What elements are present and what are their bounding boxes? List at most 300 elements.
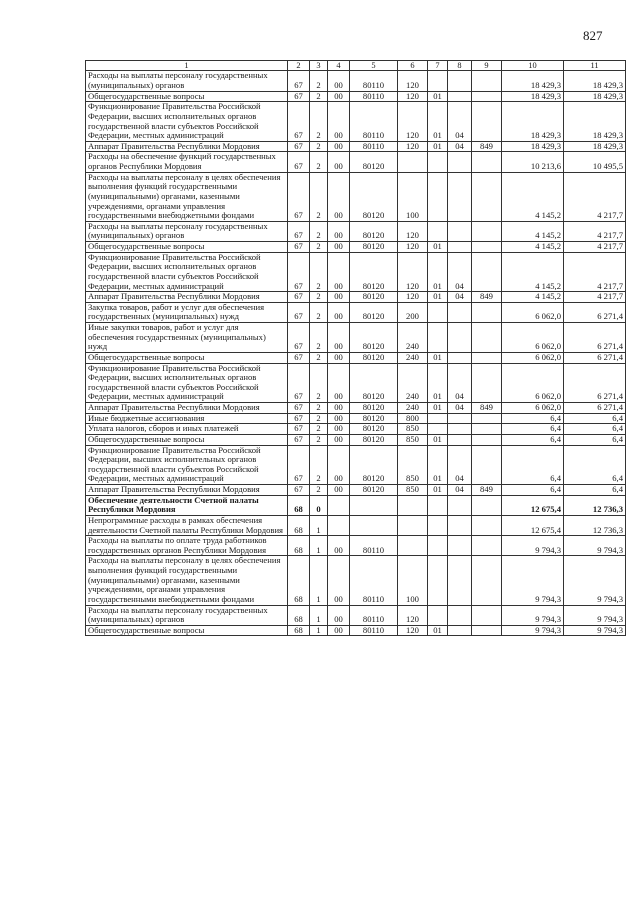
code-cell <box>448 172 472 221</box>
amount-cell: 6,4 <box>502 424 564 435</box>
code-cell: 120 <box>398 71 428 91</box>
column-header: 10 <box>502 61 564 71</box>
code-cell <box>448 152 472 172</box>
column-header: 3 <box>310 61 328 71</box>
code-cell: 2 <box>310 434 328 445</box>
amount-cell: 6,4 <box>564 424 626 435</box>
code-cell: 2 <box>310 71 328 91</box>
amount-cell: 18 429,3 <box>564 141 626 152</box>
row-name-cell: Иные закупки товаров, работ и услуг для обеспечения государственных (муниципальных) нужд <box>86 323 288 353</box>
amount-cell: 18 429,3 <box>564 102 626 142</box>
amount-cell: 4 217,7 <box>564 292 626 303</box>
code-cell: 80120 <box>350 323 398 353</box>
code-cell: 120 <box>398 102 428 142</box>
code-cell <box>472 242 502 253</box>
row-name-cell: Функционирование Правительства Российской Федерации, высших исполнительных органов государственной власти субъектов Российской Федерации, местных администраций <box>86 252 288 292</box>
code-cell: 80110 <box>350 556 398 605</box>
amount-cell: 12 675,4 <box>502 515 564 535</box>
code-cell: 01 <box>428 252 448 292</box>
amount-cell: 6,4 <box>502 434 564 445</box>
code-cell: 00 <box>328 556 350 605</box>
code-cell: 80120 <box>350 403 398 414</box>
row-name-cell: Аппарат Правительства Республики Мордовия <box>86 403 288 414</box>
code-cell: 04 <box>448 252 472 292</box>
code-cell <box>448 495 472 515</box>
code-cell: 2 <box>310 91 328 102</box>
amount-cell: 9 794,3 <box>502 605 564 625</box>
table-row <box>86 605 626 625</box>
code-cell <box>428 152 448 172</box>
code-cell: 68 <box>288 625 310 636</box>
table-row <box>86 252 626 292</box>
code-cell <box>448 242 472 253</box>
table-header-row <box>86 61 626 71</box>
code-cell <box>328 495 350 515</box>
amount-cell: 9 794,3 <box>502 625 564 636</box>
code-cell: 00 <box>328 445 350 485</box>
row-name-cell: Расходы на выплаты по оплате труда работников государственных органов Республики Мордовия <box>86 536 288 556</box>
code-cell: 01 <box>428 485 448 496</box>
code-cell: 67 <box>288 141 310 152</box>
code-cell: 00 <box>328 292 350 303</box>
code-cell: 80120 <box>350 252 398 292</box>
code-cell: 2 <box>310 302 328 322</box>
amount-cell: 4 145,2 <box>502 252 564 292</box>
code-cell: 80120 <box>350 172 398 221</box>
code-cell: 00 <box>328 302 350 322</box>
amount-cell: 6,4 <box>564 434 626 445</box>
code-cell: 80110 <box>350 91 398 102</box>
table-row <box>86 221 626 241</box>
page-number: 827 <box>583 28 603 43</box>
amount-cell: 6,4 <box>502 413 564 424</box>
amount-cell: 6 271,4 <box>564 403 626 414</box>
code-cell: 240 <box>398 363 428 403</box>
amount-cell: 6 062,0 <box>502 302 564 322</box>
code-cell: 04 <box>448 141 472 152</box>
table-row <box>86 302 626 322</box>
code-cell <box>472 434 502 445</box>
code-cell <box>472 352 502 363</box>
column-header: 1 <box>86 61 288 71</box>
amount-cell: 6 062,0 <box>502 403 564 414</box>
code-cell <box>398 536 428 556</box>
code-cell: 01 <box>428 434 448 445</box>
code-cell: 100 <box>398 556 428 605</box>
code-cell <box>398 495 428 515</box>
code-cell: 850 <box>398 434 428 445</box>
code-cell: 67 <box>288 302 310 322</box>
row-name-cell: Расходы на выплаты персоналу в целях обеспечения выполнения функций государственными (муниципальными) органами, казенными учреждениями, органами управления государственными внебюджетными фондами <box>86 556 288 605</box>
code-cell: 04 <box>448 403 472 414</box>
code-cell: 2 <box>310 413 328 424</box>
code-cell: 00 <box>328 413 350 424</box>
code-cell: 00 <box>328 625 350 636</box>
row-name-cell: Обеспечение деятельности Счетной палаты Республики Мордовия <box>86 495 288 515</box>
code-cell: 67 <box>288 242 310 253</box>
amount-cell: 12 736,3 <box>564 515 626 535</box>
code-cell <box>448 302 472 322</box>
code-cell: 80120 <box>350 485 398 496</box>
code-cell: 00 <box>328 71 350 91</box>
code-cell <box>350 515 398 535</box>
code-cell <box>472 152 502 172</box>
code-cell: 2 <box>310 172 328 221</box>
code-cell: 120 <box>398 625 428 636</box>
code-cell <box>472 536 502 556</box>
code-cell <box>428 302 448 322</box>
amount-cell: 6,4 <box>502 485 564 496</box>
code-cell: 67 <box>288 485 310 496</box>
code-cell: 80120 <box>350 292 398 303</box>
code-cell: 240 <box>398 352 428 363</box>
code-cell: 00 <box>328 323 350 353</box>
code-cell: 2 <box>310 403 328 414</box>
code-cell: 01 <box>428 91 448 102</box>
code-cell: 1 <box>310 556 328 605</box>
column-header: 8 <box>448 61 472 71</box>
table-row <box>86 495 626 515</box>
amount-cell: 9 794,3 <box>502 536 564 556</box>
code-cell: 80120 <box>350 445 398 485</box>
code-cell: 68 <box>288 605 310 625</box>
amount-cell: 6 062,0 <box>502 352 564 363</box>
code-cell: 100 <box>398 172 428 221</box>
code-cell <box>472 71 502 91</box>
code-cell: 0 <box>310 495 328 515</box>
table-row <box>86 292 626 303</box>
code-cell <box>428 413 448 424</box>
table-row <box>86 363 626 403</box>
code-cell: 67 <box>288 292 310 303</box>
code-cell: 80110 <box>350 536 398 556</box>
code-cell: 68 <box>288 536 310 556</box>
code-cell: 01 <box>428 403 448 414</box>
code-cell: 04 <box>448 485 472 496</box>
code-cell <box>448 556 472 605</box>
code-cell: 67 <box>288 102 310 142</box>
code-cell <box>472 91 502 102</box>
code-cell <box>472 515 502 535</box>
code-cell: 80120 <box>350 363 398 403</box>
amount-cell: 6 271,4 <box>564 363 626 403</box>
amount-cell: 18 429,3 <box>502 102 564 142</box>
amount-cell: 6 062,0 <box>502 363 564 403</box>
code-cell <box>428 424 448 435</box>
table-row <box>86 91 626 102</box>
table-row <box>86 434 626 445</box>
code-cell: 00 <box>328 91 350 102</box>
amount-cell: 9 794,3 <box>564 556 626 605</box>
table-row <box>86 242 626 253</box>
row-name-cell: Функционирование Правительства Российской Федерации, высших исполнительных органов государственной власти субъектов Российской Федерации, местных администраций <box>86 445 288 485</box>
table-row <box>86 352 626 363</box>
code-cell: 240 <box>398 323 428 353</box>
code-cell <box>472 323 502 353</box>
code-cell: 00 <box>328 485 350 496</box>
amount-cell: 4 217,7 <box>564 252 626 292</box>
code-cell <box>350 495 398 515</box>
code-cell: 01 <box>428 363 448 403</box>
code-cell: 200 <box>398 302 428 322</box>
table-row <box>86 323 626 353</box>
row-name-cell: Уплата налогов, сборов и иных платежей <box>86 424 288 435</box>
code-cell <box>448 71 472 91</box>
column-header: 5 <box>350 61 398 71</box>
code-cell: 00 <box>328 141 350 152</box>
row-name-cell: Общегосударственные вопросы <box>86 242 288 253</box>
code-cell: 01 <box>428 625 448 636</box>
table-row <box>86 403 626 414</box>
amount-cell: 4 217,7 <box>564 172 626 221</box>
amount-cell: 10 213,6 <box>502 152 564 172</box>
code-cell <box>472 556 502 605</box>
amount-cell: 6 271,4 <box>564 323 626 353</box>
code-cell: 01 <box>428 352 448 363</box>
code-cell: 1 <box>310 536 328 556</box>
code-cell: 04 <box>448 102 472 142</box>
code-cell: 67 <box>288 91 310 102</box>
code-cell: 80120 <box>350 352 398 363</box>
code-cell: 00 <box>328 252 350 292</box>
row-name-cell: Расходы на выплаты персоналу государственных (муниципальных) органов <box>86 605 288 625</box>
code-cell: 2 <box>310 252 328 292</box>
code-cell: 68 <box>288 515 310 535</box>
code-cell: 67 <box>288 363 310 403</box>
code-cell: 67 <box>288 413 310 424</box>
code-cell: 04 <box>448 445 472 485</box>
table-row <box>86 152 626 172</box>
code-cell <box>448 515 472 535</box>
table-row <box>86 536 626 556</box>
code-cell: 00 <box>328 434 350 445</box>
code-cell: 68 <box>288 556 310 605</box>
table-row <box>86 172 626 221</box>
code-cell <box>428 495 448 515</box>
row-name-cell: Общегосударственные вопросы <box>86 625 288 636</box>
code-cell: 2 <box>310 485 328 496</box>
amount-cell: 12 675,4 <box>502 495 564 515</box>
code-cell: 849 <box>472 141 502 152</box>
code-cell: 68 <box>288 495 310 515</box>
code-cell <box>472 102 502 142</box>
amount-cell: 4 145,2 <box>502 172 564 221</box>
budget-table <box>85 60 626 636</box>
code-cell: 67 <box>288 445 310 485</box>
code-cell <box>472 252 502 292</box>
code-cell: 00 <box>328 605 350 625</box>
amount-cell: 18 429,3 <box>564 91 626 102</box>
amount-cell: 18 429,3 <box>502 141 564 152</box>
column-header: 9 <box>472 61 502 71</box>
code-cell: 80120 <box>350 413 398 424</box>
code-cell: 849 <box>472 292 502 303</box>
amount-cell: 10 495,5 <box>564 152 626 172</box>
amount-cell: 6 271,4 <box>564 302 626 322</box>
row-name-cell: Общегосударственные вопросы <box>86 434 288 445</box>
code-cell: 120 <box>398 141 428 152</box>
code-cell: 80120 <box>350 242 398 253</box>
row-name-cell: Расходы на обеспечение функций государственных органов Республики Мордовия <box>86 152 288 172</box>
code-cell: 80110 <box>350 102 398 142</box>
code-cell <box>428 556 448 605</box>
row-name-cell: Функционирование Правительства Российской Федерации, высших исполнительных органов государственной власти субъектов Российской Федерации, местных администраций <box>86 363 288 403</box>
amount-cell: 6 062,0 <box>502 323 564 353</box>
code-cell: 80110 <box>350 605 398 625</box>
code-cell: 80120 <box>350 152 398 172</box>
row-name-cell: Расходы на выплаты персоналу государственных (муниципальных) органов <box>86 71 288 91</box>
code-cell: 849 <box>472 403 502 414</box>
amount-cell: 6,4 <box>564 445 626 485</box>
code-cell: 80110 <box>350 625 398 636</box>
amount-cell: 18 429,3 <box>502 91 564 102</box>
table-row <box>86 102 626 142</box>
row-name-cell: Аппарат Правительства Республики Мордовия <box>86 141 288 152</box>
amount-cell: 4 217,7 <box>564 221 626 241</box>
code-cell <box>428 221 448 241</box>
code-cell: 01 <box>428 242 448 253</box>
code-cell <box>428 536 448 556</box>
code-cell: 80120 <box>350 221 398 241</box>
column-header: 4 <box>328 61 350 71</box>
code-cell: 2 <box>310 445 328 485</box>
code-cell: 67 <box>288 352 310 363</box>
code-cell: 00 <box>328 424 350 435</box>
code-cell <box>472 302 502 322</box>
table-row <box>86 515 626 535</box>
code-cell: 00 <box>328 172 350 221</box>
amount-cell: 4 145,2 <box>502 221 564 241</box>
code-cell: 1 <box>310 625 328 636</box>
code-cell <box>398 515 428 535</box>
code-cell: 00 <box>328 102 350 142</box>
code-cell <box>398 152 428 172</box>
code-cell <box>448 221 472 241</box>
column-header: 7 <box>428 61 448 71</box>
code-cell: 120 <box>398 252 428 292</box>
code-cell <box>428 172 448 221</box>
code-cell <box>448 605 472 625</box>
code-cell: 2 <box>310 363 328 403</box>
row-name-cell: Закупка товаров, работ и услуг для обеспечения государственных (муниципальных) нужд <box>86 302 288 322</box>
amount-cell: 4 145,2 <box>502 242 564 253</box>
code-cell: 00 <box>328 352 350 363</box>
amount-cell: 6,4 <box>564 413 626 424</box>
code-cell <box>448 625 472 636</box>
code-cell: 849 <box>472 485 502 496</box>
code-cell: 67 <box>288 221 310 241</box>
code-cell: 01 <box>428 445 448 485</box>
code-cell <box>428 323 448 353</box>
row-name-cell: Аппарат Правительства Республики Мордовия <box>86 485 288 496</box>
row-name-cell: Функционирование Правительства Российской Федерации, высших исполнительных органов государственной власти субъектов Российской Федерации, местных администраций <box>86 102 288 142</box>
code-cell: 80120 <box>350 434 398 445</box>
code-cell <box>472 172 502 221</box>
row-name-cell: Аппарат Правительства Республики Мордовия <box>86 292 288 303</box>
code-cell: 1 <box>310 515 328 535</box>
table-row <box>86 71 626 91</box>
code-cell: 67 <box>288 252 310 292</box>
amount-cell: 9 794,3 <box>564 605 626 625</box>
table-row <box>86 413 626 424</box>
code-cell <box>328 515 350 535</box>
code-cell: 800 <box>398 413 428 424</box>
row-name-cell: Общегосударственные вопросы <box>86 352 288 363</box>
amount-cell: 18 429,3 <box>564 71 626 91</box>
code-cell: 01 <box>428 102 448 142</box>
code-cell <box>472 495 502 515</box>
code-cell <box>428 515 448 535</box>
amount-cell: 9 794,3 <box>502 556 564 605</box>
table-row <box>86 424 626 435</box>
row-name-cell: Общегосударственные вопросы <box>86 91 288 102</box>
code-cell <box>472 445 502 485</box>
code-cell <box>448 413 472 424</box>
code-cell <box>472 363 502 403</box>
code-cell <box>448 352 472 363</box>
code-cell: 00 <box>328 221 350 241</box>
code-cell: 00 <box>328 152 350 172</box>
code-cell: 00 <box>328 242 350 253</box>
code-cell: 120 <box>398 242 428 253</box>
table-row <box>86 445 626 485</box>
code-cell: 80110 <box>350 71 398 91</box>
code-cell: 2 <box>310 352 328 363</box>
code-cell: 01 <box>428 292 448 303</box>
code-cell <box>472 221 502 241</box>
code-cell: 67 <box>288 434 310 445</box>
code-cell: 120 <box>398 292 428 303</box>
row-name-cell: Иные бюджетные ассигнования <box>86 413 288 424</box>
code-cell: 120 <box>398 605 428 625</box>
code-cell: 850 <box>398 485 428 496</box>
column-header: 6 <box>398 61 428 71</box>
column-header: 2 <box>288 61 310 71</box>
code-cell: 2 <box>310 102 328 142</box>
code-cell <box>428 71 448 91</box>
code-cell: 04 <box>448 292 472 303</box>
code-cell: 00 <box>328 403 350 414</box>
amount-cell: 12 736,3 <box>564 495 626 515</box>
row-name-cell: Расходы на выплаты персоналу в целях обеспечения выполнения функций государственными (муниципальными) органами, казенными учреждениями, органами управления государственными внебюджетными фондами <box>86 172 288 221</box>
code-cell <box>472 413 502 424</box>
amount-cell: 4 217,7 <box>564 242 626 253</box>
row-name-cell: Непрограммные расходы в рамках обеспечения деятельности Счетной палаты Республики Мордовия <box>86 515 288 535</box>
code-cell: 00 <box>328 363 350 403</box>
code-cell: 67 <box>288 323 310 353</box>
code-cell: 80120 <box>350 302 398 322</box>
table-row <box>86 141 626 152</box>
code-cell <box>472 625 502 636</box>
amount-cell: 9 794,3 <box>564 536 626 556</box>
table-row <box>86 625 626 636</box>
column-header: 11 <box>564 61 626 71</box>
code-cell: 2 <box>310 242 328 253</box>
code-cell <box>428 605 448 625</box>
code-cell <box>448 536 472 556</box>
amount-cell: 9 794,3 <box>564 625 626 636</box>
code-cell: 2 <box>310 221 328 241</box>
amount-cell: 4 145,2 <box>502 292 564 303</box>
code-cell: 00 <box>328 536 350 556</box>
table-row <box>86 556 626 605</box>
code-cell: 67 <box>288 403 310 414</box>
code-cell: 850 <box>398 445 428 485</box>
code-cell: 67 <box>288 152 310 172</box>
code-cell: 67 <box>288 172 310 221</box>
code-cell: 04 <box>448 363 472 403</box>
amount-cell: 6,4 <box>502 445 564 485</box>
